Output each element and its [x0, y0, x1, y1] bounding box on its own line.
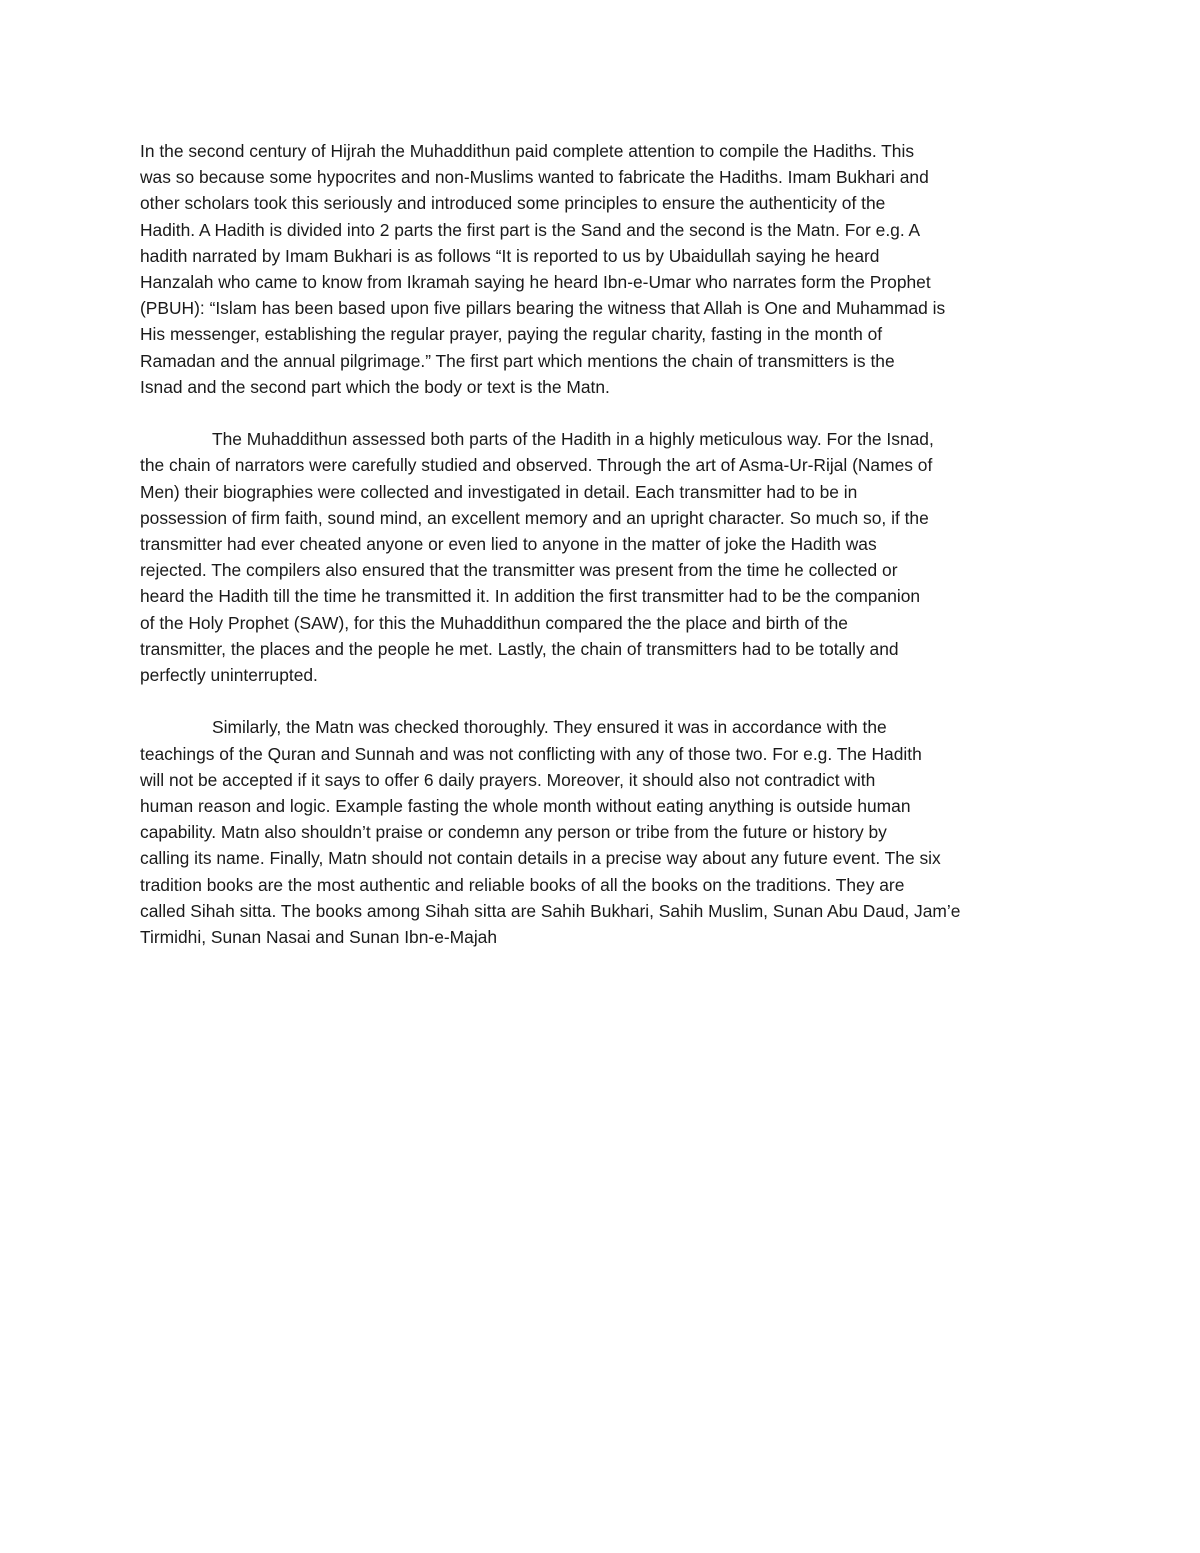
text-line: Similarly, the Matn was checked thoroughly. They ensured it was in accordance with the: [212, 717, 887, 738]
text-line: In the second century of Hijrah the Muhaddithun paid complete attention to compile the Hadiths. This: [140, 141, 915, 161]
paragraph-3: [140, 714, 1060, 950]
text-line: Ramadan and the annual pilgrimage.” The first part which mentions the chain of transmitters is the: [140, 350, 895, 371]
text-line: (PBUH): “Islam has been based upon five pillars bearing the witness that Allah is One and Muhammad is: [140, 298, 946, 319]
paragraph-2: [140, 426, 1060, 688]
text-line: Isnad and the second part which the body or text is the Matn.: [140, 376, 610, 397]
text-line: transmitter had ever cheated anyone or even lied to anyone in the matter of joke the Hadith was: [140, 534, 877, 555]
text-line: the chain of narrators were carefully studied and observed. Through the art of Asma-Ur-Rijal (Names of: [140, 455, 933, 476]
text-line: teachings of the Quran and Sunnah and was not conflicting with any of those two. For e.g. The Hadith: [140, 743, 922, 764]
text-line: possession of firm faith, sound mind, an excellent memory and an upright character. So much so, if the: [140, 507, 929, 528]
text-line: His messenger, establishing the regular prayer, paying the regular charity, fasting in the month of: [140, 324, 883, 345]
text-line: Men) their biographies were collected and investigated in detail. Each transmitter had to be in: [140, 481, 858, 502]
text-line: Hadith. A Hadith is divided into 2 parts the first part is the Sand and the second is the Matn. For e.g. A: [140, 219, 921, 240]
text-line: The Muhaddithun assessed both parts of the Hadith in a highly meticulous way. For the Isnad,: [212, 429, 934, 450]
text-line: other scholars took this seriously and introduced some principles to ensure the authenticity of the: [140, 193, 886, 214]
text-line: perfectly uninterrupted.: [140, 665, 318, 686]
document-body: [140, 138, 1060, 976]
text-line: will not be accepted if it says to offer 6 daily prayers. Moreover, it should also not contradict with: [140, 769, 876, 790]
text-line: Tirmidhi, Sunan Nasai and Sunan Ibn-e-Majah: [140, 927, 498, 948]
text-line: calling its name. Finally, Matn should not contain details in a precise way about any future event. The six: [140, 848, 941, 869]
text-line: tradition books are the most authentic and reliable books of all the books on the traditions. They are: [140, 874, 905, 895]
text-line: called Sihah sitta. The books among Sihah sitta are Sahih Bukhari, Sahih Muslim, Sunan Abu Daud, Jam’e: [140, 900, 961, 921]
text-line: rejected. The compilers also ensured that the transmitter was present from the time he collected or: [140, 560, 898, 581]
text-line: human reason and logic. Example fasting the whole month without eating anything is outside human: [140, 796, 911, 817]
text-line: hadith narrated by Imam Bukhari is as follows “It is reported to us by Ubaidullah saying he heard: [140, 245, 880, 266]
text-line: of the Holy Prophet (SAW), for this the Muhaddithun compared the the place and birth of the: [140, 612, 848, 633]
text-line: heard the Hadith till the time he transmitted it. In addition the first transmitter had to be the companion: [140, 586, 921, 607]
text-line: capability. Matn also shouldn’t praise or condemn any person or tribe from the future or history by: [140, 822, 887, 843]
paragraph-1: [140, 138, 1060, 400]
text-line: transmitter, the places and the people he met. Lastly, the chain of transmitters had to be totally and: [140, 638, 899, 659]
text-line: was so because some hypocrites and non-Muslims wanted to fabricate the Hadiths. Imam Bukhari and: [140, 167, 929, 188]
text-line: Hanzalah who came to know from Ikramah saying he heard Ibn-e-Umar who narrates form the Prophet: [140, 272, 931, 293]
